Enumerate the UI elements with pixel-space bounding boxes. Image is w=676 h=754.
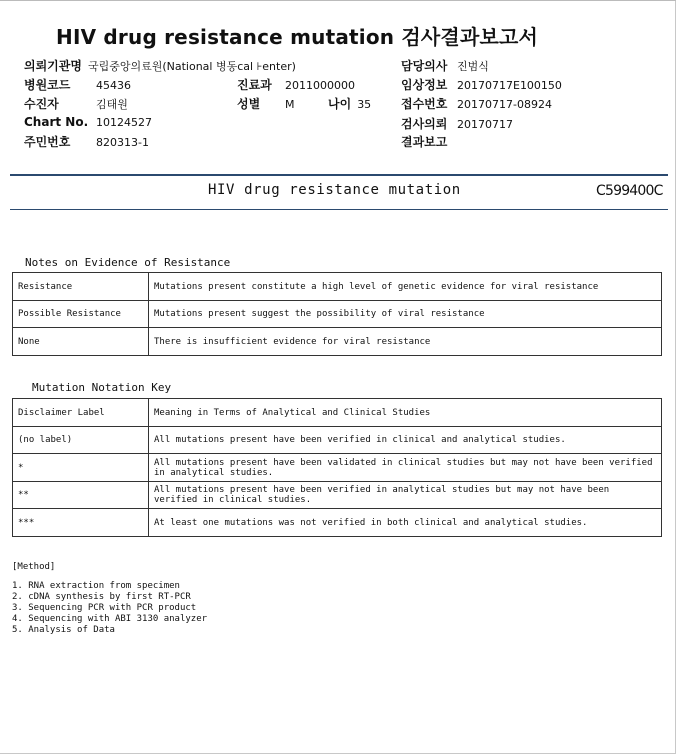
- request-label: 검사의뢰: [401, 117, 448, 131]
- age-value: 35: [357, 98, 372, 111]
- notation-label-cell: *: [13, 454, 149, 482]
- method-heading: [Method]: [12, 562, 56, 572]
- list-item: 2. cDNA synthesis by first RT-PCR: [12, 592, 191, 602]
- notation-desc-cell: At least one mutations was not verified in both clinical and analytical studies.: [149, 509, 662, 537]
- table-row: [13, 273, 662, 301]
- chart-label: Chart No.: [24, 115, 89, 129]
- evidence-heading: Notes on Evidence of Resistance: [25, 256, 231, 269]
- header-divider-top: [10, 174, 668, 176]
- result-row: [401, 133, 457, 150]
- patient-label: 수진자: [24, 97, 59, 111]
- age-row: [328, 95, 371, 112]
- dept-label: 진료과: [237, 78, 272, 92]
- notation-heading: Mutation Notation Key: [32, 381, 172, 394]
- dept-row: [237, 76, 355, 93]
- notation-desc-cell: All mutations present have been verified in clinical and analytical studies.: [149, 427, 662, 454]
- notation-label-cell: ***: [13, 509, 149, 537]
- sex-value: M: [285, 98, 295, 111]
- header-divider-bottom: [10, 209, 668, 210]
- report-title: HIV drug resistance mutation: [208, 182, 461, 198]
- result-label: 결과보고: [401, 135, 448, 149]
- doctor-row: [401, 57, 489, 74]
- evidence-desc-cell: There is insufficient evidence for viral resistance: [149, 328, 662, 356]
- receipt-row: [401, 95, 552, 112]
- evidence-desc-cell: Mutations present constitute a high level of genetic evidence for viral resistance: [149, 273, 662, 301]
- list-item: 5. Analysis of Data: [12, 625, 115, 635]
- rrn-label: 주민번호: [24, 135, 71, 149]
- table-row: [13, 509, 662, 537]
- sex-label: 성별: [237, 97, 261, 111]
- notation-desc-cell: All mutations present have been verified in analytical studies but may not have been verified in clinical studies.: [149, 482, 662, 509]
- doctor-value: 진범식: [457, 60, 489, 73]
- hospital-code-label: 병원코드: [24, 78, 71, 92]
- sex-row: [237, 95, 295, 112]
- table-row: [13, 482, 662, 509]
- table-row: [13, 454, 662, 482]
- receipt-label: 접수번호: [401, 97, 448, 111]
- notation-label-cell: **: [13, 482, 149, 509]
- method-list: [12, 581, 207, 636]
- chart-row: [24, 115, 152, 129]
- top-border: [0, 0, 676, 6]
- table-row: [13, 301, 662, 328]
- chart-value: 10124527: [96, 116, 152, 129]
- evidence-table: [12, 272, 662, 356]
- age-label: 나이: [328, 97, 352, 111]
- dept-value: 2011000000: [285, 79, 355, 92]
- clinical-info-value: 20170717E100150: [457, 79, 562, 92]
- report-code: C599400C: [596, 183, 663, 199]
- list-item: 1. RNA extraction from specimen: [12, 581, 180, 591]
- notation-label-cell: Disclaimer Label: [13, 399, 149, 427]
- notation-label-cell: (no label): [13, 427, 149, 454]
- evidence-label-cell: Possible Resistance: [13, 301, 149, 328]
- hospital-code-value: 45436: [96, 79, 131, 92]
- table-row: [13, 399, 662, 427]
- hospital-code-row: [24, 76, 131, 93]
- rrn-value: 820313-1: [96, 136, 149, 149]
- notation-table: [12, 398, 662, 537]
- receipt-value: 20170717-08924: [457, 98, 552, 111]
- institution-row: [24, 57, 296, 74]
- institution-value: 국립중앙의료원(National 병동cal ⊦enter): [87, 60, 296, 73]
- evidence-label-cell: None: [13, 328, 149, 356]
- evidence-label-cell: Resistance: [13, 273, 149, 301]
- patient-row: [24, 95, 128, 112]
- clinical-info-row: [401, 76, 562, 93]
- list-item: 3. Sequencing PCR with PCR product: [12, 603, 197, 613]
- evidence-desc-cell: Mutations present suggest the possibility of viral resistance: [149, 301, 662, 328]
- clinical-info-label: 임상정보: [401, 78, 448, 92]
- table-row: [13, 427, 662, 454]
- rrn-row: [24, 133, 149, 150]
- request-row: [401, 115, 513, 132]
- doctor-label: 담당의사: [401, 59, 448, 73]
- patient-value: 김태원: [96, 98, 128, 111]
- institution-label: 의뢰기관명: [24, 59, 82, 73]
- request-value: 20170717: [457, 118, 513, 131]
- list-item: 4. Sequencing with ABI 3130 analyzer: [12, 614, 208, 624]
- table-row: [13, 328, 662, 356]
- document-title: HIV drug resistance mutation 검사결과보고서: [56, 25, 539, 49]
- notation-desc-cell: All mutations present have been validated in clinical studies but may not have been verified in analytical studies.: [149, 454, 662, 482]
- notation-desc-cell: Meaning in Terms of Analytical and Clinical Studies: [149, 399, 662, 427]
